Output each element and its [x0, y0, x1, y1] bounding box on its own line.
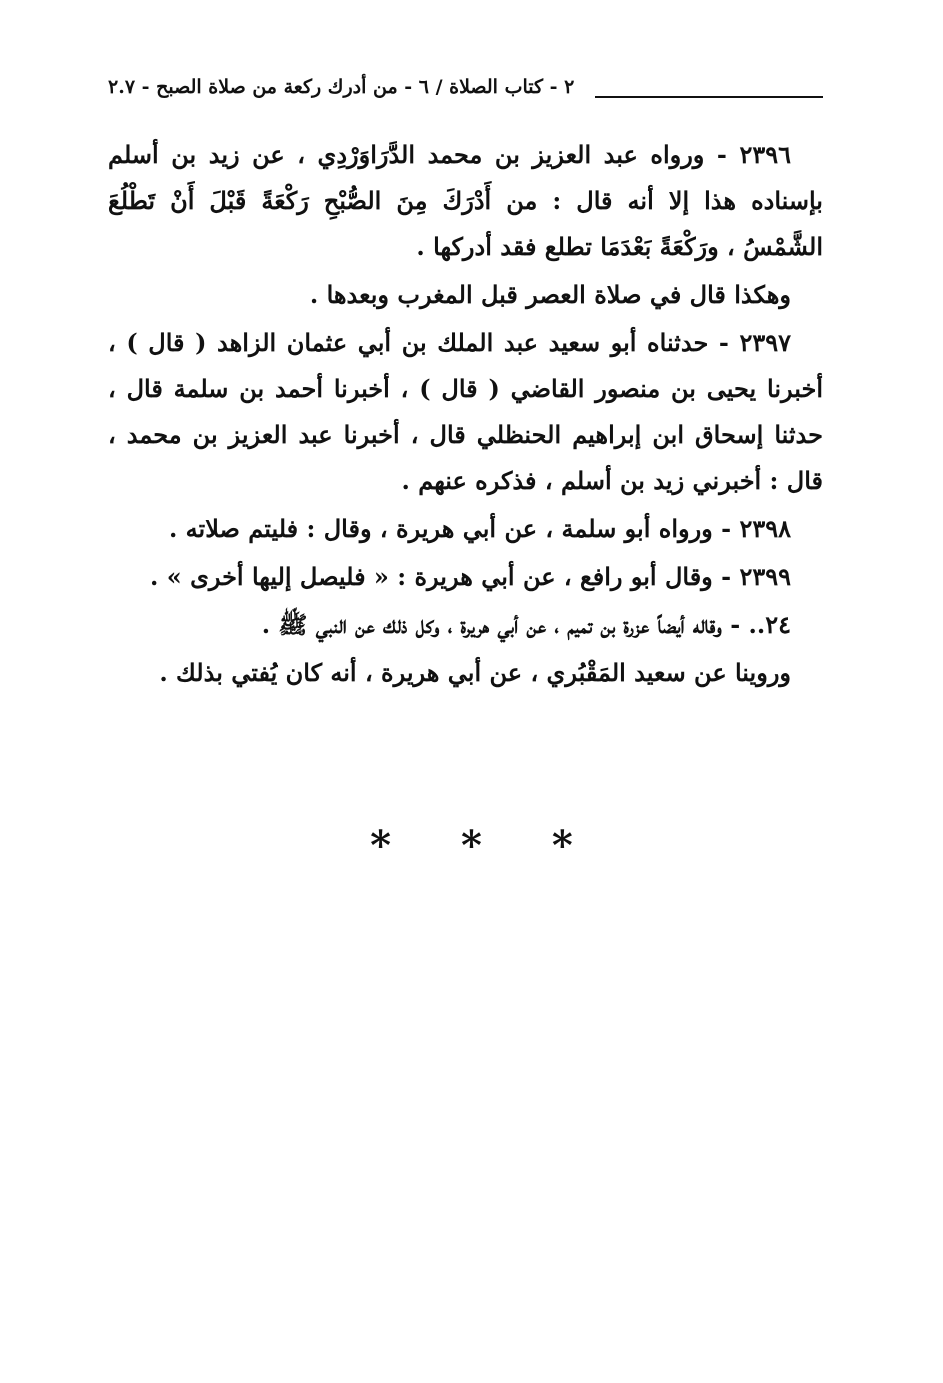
hadith-2399: ٢٣٩٩ - وقال أبو رافع ، عن أبي هريرة : « فليصل إليها أخرى » . [150, 562, 791, 591]
hadith-2400: ٢٤.. - وقاله أيضاً عزرة بن تميم ، عن أبي هريرة ، وكل ذلك عن النبي ﷺ . [261, 610, 791, 639]
hadith-2398: ٢٣٩٨ - ورواه أبو سلمة ، عن أبي هريرة ، وقال : فليتم صلاته . [168, 514, 791, 543]
hadith-2396: ٢٣٩٦ - ورواه عبد العزيز بن محمد الدَّرَاوَرْدِي ، عن زيد بن أسلم بإسناده هذا إلا أنه قال : من أَدْرَكَ مِنَ الصُّبْحِ رَكْعَةً قَبْلَ أَنْ تَطْلُعَ الشَّمْسُ ، ورَكْعَةً بَعْدَمَا تطلع فقد أدركها . [108, 140, 823, 261]
separator-star: * [551, 822, 573, 869]
commentary-2400: وروينا عن سعيد المَقْبُري ، عن أبي هريرة ، أنه كان يُفتي بذلك . [159, 658, 791, 687]
separator-star: * [461, 822, 482, 869]
separator-star: * [370, 822, 392, 869]
commentary-2396: وهكذا قال في صلاة العصر قبل المغرب وبعدها . [309, 280, 791, 309]
page-body [108, 132, 823, 698]
hadith-2397: ٢٣٩٧ - حدثناه أبو سعيد عبد الملك بن أبي عثمان الزاهد ( قال ) ، أخبرنا يحيى بن منصور القاضي ( قال ) ، أخبرنا أحمد بن سلمة قال ، حدثنا إسحاق ابن إبراهيم الحنظلي قال ، أخبرنا عبد العزيز بن محمد ، قال : أخبرني زيد بن أسلم ، فذكره عنهم . [108, 328, 824, 495]
running-title: ٢ - كتاب الصلاة / ٦ - من أدرك ركعة من صلاة الصبح - ٢.٧ [108, 76, 575, 98]
header-rule [595, 96, 823, 98]
page-header [108, 72, 823, 112]
section-separator [0, 822, 943, 869]
